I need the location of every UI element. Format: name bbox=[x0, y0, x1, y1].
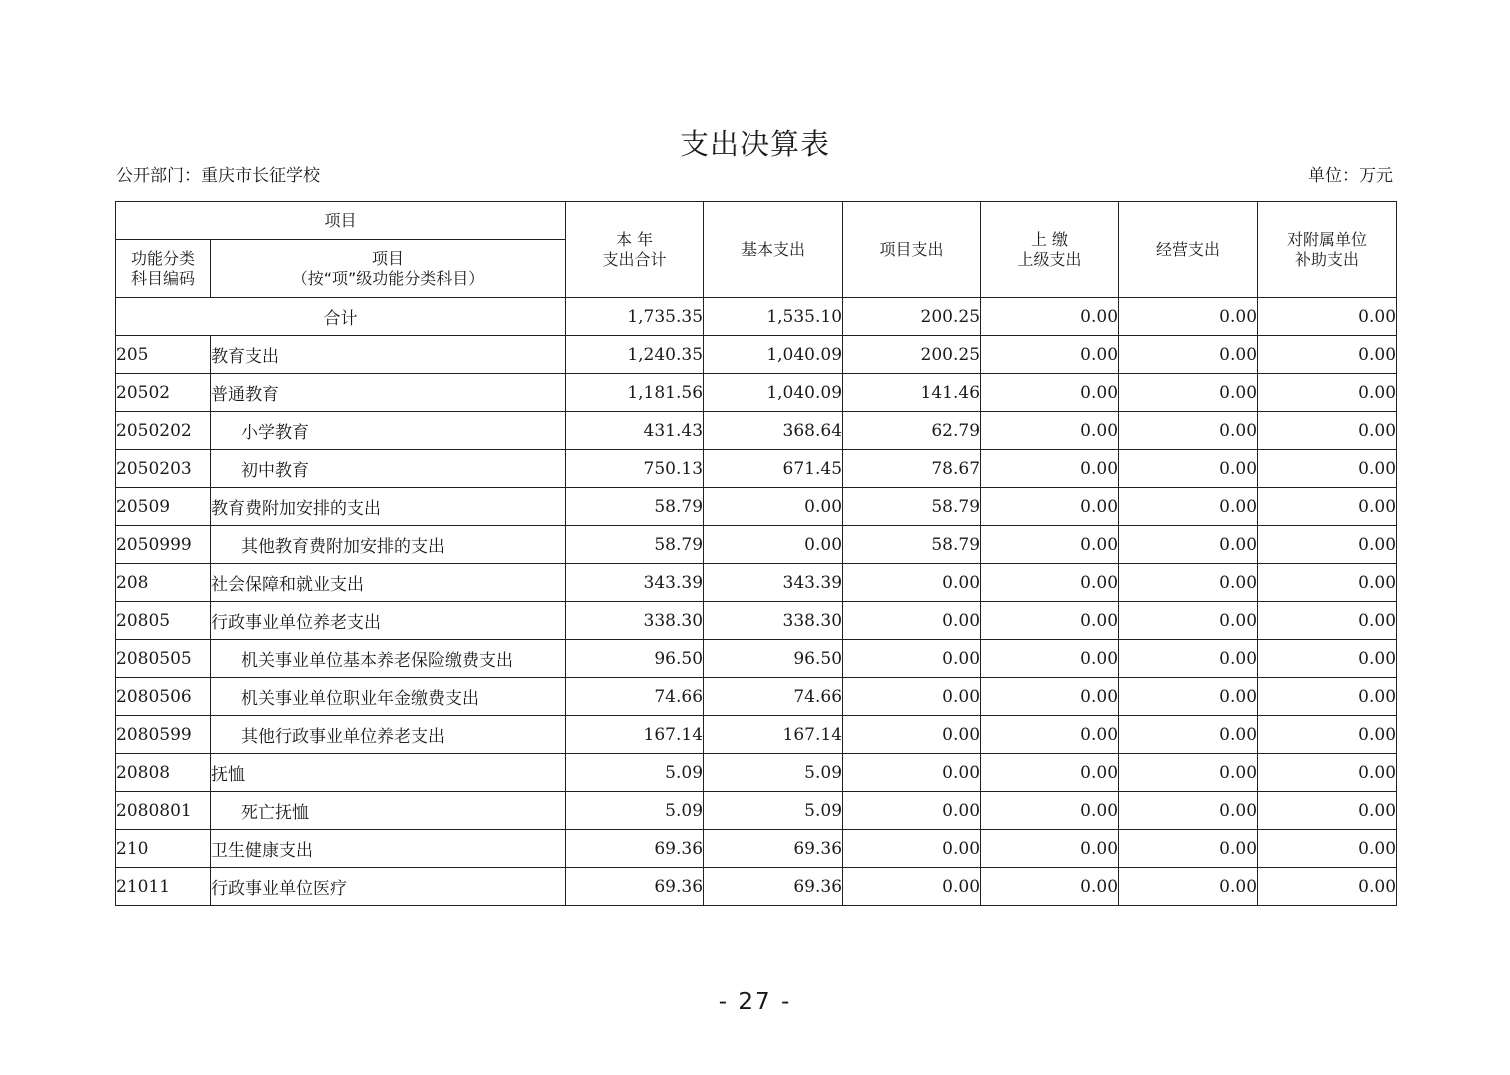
total-cell-business: 0.00 bbox=[1119, 298, 1258, 336]
row-code: 2080801 bbox=[116, 792, 211, 830]
row-name: 行政事业单位养老支出 bbox=[211, 602, 566, 640]
cell-subsidy: 0.00 bbox=[1258, 716, 1397, 754]
cell-remit: 0.00 bbox=[981, 640, 1119, 678]
cell-project: 0.00 bbox=[843, 716, 981, 754]
header-name: 项目 （按“项”级功能分类科目） bbox=[211, 240, 566, 298]
cell-total: 58.79 bbox=[566, 526, 704, 564]
row-code: 20509 bbox=[116, 488, 211, 526]
cell-total: 1,181.56 bbox=[566, 374, 704, 412]
cell-basic: 5.09 bbox=[704, 754, 843, 792]
cell-project: 0.00 bbox=[843, 678, 981, 716]
cell-project: 0.00 bbox=[843, 602, 981, 640]
cell-total: 58.79 bbox=[566, 488, 704, 526]
total-cell-project: 200.25 bbox=[843, 298, 981, 336]
cell-subsidy: 0.00 bbox=[1258, 830, 1397, 868]
header-total: 本 年 支出合计 bbox=[566, 202, 704, 298]
row-code: 210 bbox=[116, 830, 211, 868]
cell-business: 0.00 bbox=[1119, 488, 1258, 526]
cell-basic: 74.66 bbox=[704, 678, 843, 716]
cell-business: 0.00 bbox=[1119, 336, 1258, 374]
row-name: 机关事业单位职业年金缴费支出 bbox=[211, 678, 566, 716]
cell-business: 0.00 bbox=[1119, 830, 1258, 868]
total-cell-basic: 1,535.10 bbox=[704, 298, 843, 336]
cell-total: 338.30 bbox=[566, 602, 704, 640]
row-name: 教育费附加安排的支出 bbox=[211, 488, 566, 526]
cell-subsidy: 0.00 bbox=[1258, 412, 1397, 450]
cell-remit: 0.00 bbox=[981, 792, 1119, 830]
cell-subsidy: 0.00 bbox=[1258, 336, 1397, 374]
table-row bbox=[116, 754, 1397, 792]
total-row bbox=[116, 298, 1397, 336]
cell-subsidy: 0.00 bbox=[1258, 564, 1397, 602]
table-row bbox=[116, 602, 1397, 640]
total-cell-subsidy: 0.00 bbox=[1258, 298, 1397, 336]
cell-total: 69.36 bbox=[566, 868, 704, 906]
cell-project: 78.67 bbox=[843, 450, 981, 488]
table-header bbox=[116, 202, 1397, 298]
cell-project: 58.79 bbox=[843, 526, 981, 564]
row-name: 小学教育 bbox=[211, 412, 566, 450]
row-name: 抚恤 bbox=[211, 754, 566, 792]
table-row bbox=[116, 640, 1397, 678]
cell-basic: 1,040.09 bbox=[704, 374, 843, 412]
cell-total: 5.09 bbox=[566, 792, 704, 830]
cell-total: 431.43 bbox=[566, 412, 704, 450]
cell-business: 0.00 bbox=[1119, 678, 1258, 716]
row-code: 205 bbox=[116, 336, 211, 374]
cell-business: 0.00 bbox=[1119, 792, 1258, 830]
table-row bbox=[116, 488, 1397, 526]
row-name: 社会保障和就业支出 bbox=[211, 564, 566, 602]
cell-subsidy: 0.00 bbox=[1258, 374, 1397, 412]
cell-business: 0.00 bbox=[1119, 564, 1258, 602]
total-label: 合计 bbox=[116, 298, 566, 336]
cell-project: 141.46 bbox=[843, 374, 981, 412]
cell-business: 0.00 bbox=[1119, 412, 1258, 450]
row-code: 2080505 bbox=[116, 640, 211, 678]
table-row bbox=[116, 716, 1397, 754]
row-code: 20808 bbox=[116, 754, 211, 792]
row-code: 2050999 bbox=[116, 526, 211, 564]
cell-business: 0.00 bbox=[1119, 374, 1258, 412]
cell-project: 0.00 bbox=[843, 640, 981, 678]
cell-remit: 0.00 bbox=[981, 564, 1119, 602]
cell-remit: 0.00 bbox=[981, 526, 1119, 564]
cell-subsidy: 0.00 bbox=[1258, 450, 1397, 488]
cell-total: 5.09 bbox=[566, 754, 704, 792]
table-row bbox=[116, 412, 1397, 450]
cell-basic: 1,040.09 bbox=[704, 336, 843, 374]
cell-subsidy: 0.00 bbox=[1258, 868, 1397, 906]
table-row bbox=[116, 374, 1397, 412]
cell-total: 69.36 bbox=[566, 830, 704, 868]
cell-basic: 0.00 bbox=[704, 526, 843, 564]
cell-subsidy: 0.00 bbox=[1258, 754, 1397, 792]
cell-project: 58.79 bbox=[843, 488, 981, 526]
header-business: 经营支出 bbox=[1119, 202, 1258, 298]
cell-basic: 338.30 bbox=[704, 602, 843, 640]
cell-business: 0.00 bbox=[1119, 526, 1258, 564]
cell-project: 0.00 bbox=[843, 830, 981, 868]
row-name: 其他教育费附加安排的支出 bbox=[211, 526, 566, 564]
total-cell-total: 1,735.35 bbox=[566, 298, 704, 336]
header-project: 项目支出 bbox=[843, 202, 981, 298]
total-cell-remit: 0.00 bbox=[981, 298, 1119, 336]
table-row bbox=[116, 564, 1397, 602]
page-title: 支出决算表 bbox=[679, 127, 830, 161]
cell-total: 750.13 bbox=[566, 450, 704, 488]
cell-remit: 0.00 bbox=[981, 374, 1119, 412]
row-name: 普通教育 bbox=[211, 374, 566, 412]
header-code: 功能分类 科目编码 bbox=[116, 240, 211, 298]
cell-remit: 0.00 bbox=[981, 602, 1119, 640]
cell-subsidy: 0.00 bbox=[1258, 526, 1397, 564]
cell-remit: 0.00 bbox=[981, 336, 1119, 374]
cell-business: 0.00 bbox=[1119, 716, 1258, 754]
header-remit: 上 缴 上级支出 bbox=[981, 202, 1119, 298]
cell-business: 0.00 bbox=[1119, 868, 1258, 906]
cell-project: 0.00 bbox=[843, 754, 981, 792]
cell-subsidy: 0.00 bbox=[1258, 488, 1397, 526]
row-code: 2050202 bbox=[116, 412, 211, 450]
cell-basic: 69.36 bbox=[704, 830, 843, 868]
cell-total: 1,240.35 bbox=[566, 336, 704, 374]
cell-project: 62.79 bbox=[843, 412, 981, 450]
cell-subsidy: 0.00 bbox=[1258, 602, 1397, 640]
cell-project: 0.00 bbox=[843, 792, 981, 830]
expenditure-table bbox=[115, 201, 1397, 906]
row-code: 2080506 bbox=[116, 678, 211, 716]
header-subsidy: 对附属单位 补助支出 bbox=[1258, 202, 1397, 298]
row-name: 教育支出 bbox=[211, 336, 566, 374]
cell-project: 0.00 bbox=[843, 868, 981, 906]
cell-basic: 167.14 bbox=[704, 716, 843, 754]
cell-remit: 0.00 bbox=[981, 412, 1119, 450]
table-row bbox=[116, 792, 1397, 830]
cell-remit: 0.00 bbox=[981, 868, 1119, 906]
cell-basic: 343.39 bbox=[704, 564, 843, 602]
table-row bbox=[116, 678, 1397, 716]
cell-basic: 96.50 bbox=[704, 640, 843, 678]
cell-total: 167.14 bbox=[566, 716, 704, 754]
row-name: 机关事业单位基本养老保险缴费支出 bbox=[211, 640, 566, 678]
cell-subsidy: 0.00 bbox=[1258, 792, 1397, 830]
cell-business: 0.00 bbox=[1119, 754, 1258, 792]
cell-business: 0.00 bbox=[1119, 640, 1258, 678]
cell-remit: 0.00 bbox=[981, 830, 1119, 868]
cell-total: 74.66 bbox=[566, 678, 704, 716]
cell-business: 0.00 bbox=[1119, 602, 1258, 640]
row-code: 2080599 bbox=[116, 716, 211, 754]
cell-project: 200.25 bbox=[843, 336, 981, 374]
row-name: 卫生健康支出 bbox=[211, 830, 566, 868]
cell-basic: 5.09 bbox=[704, 792, 843, 830]
cell-total: 343.39 bbox=[566, 564, 704, 602]
cell-basic: 0.00 bbox=[704, 488, 843, 526]
row-code: 20805 bbox=[116, 602, 211, 640]
cell-remit: 0.00 bbox=[981, 450, 1119, 488]
table-row bbox=[116, 868, 1397, 906]
cell-total: 96.50 bbox=[566, 640, 704, 678]
page-number: - 27 - bbox=[718, 989, 792, 1015]
cell-remit: 0.00 bbox=[981, 678, 1119, 716]
cell-subsidy: 0.00 bbox=[1258, 678, 1397, 716]
row-code: 21011 bbox=[116, 868, 211, 906]
cell-business: 0.00 bbox=[1119, 450, 1258, 488]
row-name: 其他行政事业单位养老支出 bbox=[211, 716, 566, 754]
header-basic: 基本支出 bbox=[704, 202, 843, 298]
table-row bbox=[116, 526, 1397, 564]
row-code: 20502 bbox=[116, 374, 211, 412]
unit-label: 单位：万元 bbox=[1308, 166, 1393, 186]
cell-remit: 0.00 bbox=[981, 754, 1119, 792]
cell-basic: 368.64 bbox=[704, 412, 843, 450]
row-name: 死亡抚恤 bbox=[211, 792, 566, 830]
table-body bbox=[116, 298, 1397, 906]
table-row bbox=[116, 450, 1397, 488]
row-code: 208 bbox=[116, 564, 211, 602]
cell-subsidy: 0.00 bbox=[1258, 640, 1397, 678]
row-name: 初中教育 bbox=[211, 450, 566, 488]
department-label: 公开部门：重庆市长征学校 bbox=[116, 166, 320, 186]
cell-remit: 0.00 bbox=[981, 488, 1119, 526]
cell-basic: 69.36 bbox=[704, 868, 843, 906]
header-item: 项目 bbox=[116, 202, 566, 240]
row-code: 2050203 bbox=[116, 450, 211, 488]
table-row bbox=[116, 830, 1397, 868]
cell-basic: 671.45 bbox=[704, 450, 843, 488]
cell-remit: 0.00 bbox=[981, 716, 1119, 754]
table-row bbox=[116, 336, 1397, 374]
row-name: 行政事业单位医疗 bbox=[211, 868, 566, 906]
cell-project: 0.00 bbox=[843, 564, 981, 602]
